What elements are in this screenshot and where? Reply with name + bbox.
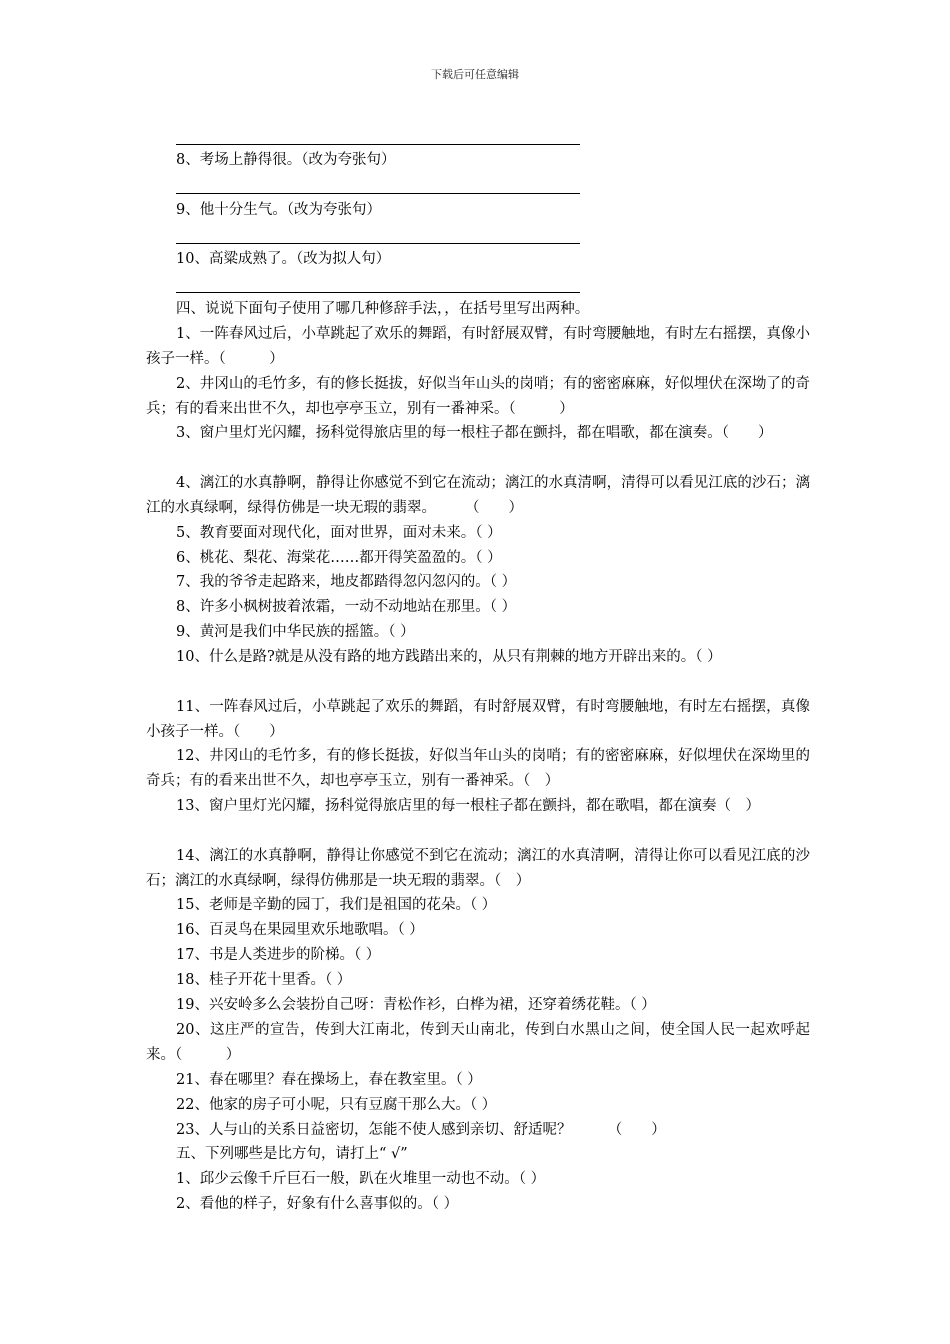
question-line: 7、我的爷爷走起路来，地皮都踏得忽闪忽闪的。（ ）: [176, 574, 517, 590]
question-paragraph: 1、一阵春风过后，小草跳起了欢乐的舞蹈，有时舒展双臂，有时弯腰触地，有时左右摇摆，真像小孩子一样。（ ）: [146, 326, 810, 367]
question-line: 8、许多小枫树披着浓霜，一动不动地站在那里。（ ）: [176, 599, 517, 615]
question-line: 五、下列哪些是比方句，请打上“ √”: [176, 1146, 408, 1162]
question-line: 8、考场上静得很。（改为夸张句）: [176, 152, 396, 168]
question-paragraph: 11、一阵春风过后，小草跳起了欢乐的舞蹈，有时舒展双臂，有时弯腰触地，有时左右摇摆，真像小孩子一样。（ ）: [146, 699, 810, 740]
answer-line: [176, 243, 580, 244]
question-paragraph: 12、井冈山的毛竹多，有的修长挺拔，好似当年山头的岗哨；有的密密麻麻，好似埋伏在深坳里的奇兵；有的看来出世不久，却也亭亭玉立，别有一番神采。（ ）: [146, 748, 810, 789]
question-line: 22、他家的房子可小呢，只有豆腐干那么大。（ ）: [176, 1097, 497, 1113]
question-line: 18、桂子开花十里香。（ ）: [176, 972, 352, 988]
question-line: 21、春在哪里？春在操场上，春在教室里。（ ）: [176, 1072, 482, 1088]
question-paragraph: 13、窗户里灯光闪耀，扬科觉得旅店里的每一根柱子都在颤抖，都在歌唱，都在演奏（ ）: [176, 798, 760, 814]
question-line: 19、兴安岭多么会装扮自己呀：青松作衫，白桦为裙，还穿着绣花鞋。（ ）: [176, 997, 656, 1013]
question-line: 6、桃花、梨花、海棠花……都开得笑盈盈的。（ ）: [176, 550, 502, 566]
question-paragraph: 4、漓江的水真静啊，静得让你感觉不到它在流动；漓江的水真清啊，清得可以看见江底的沙石；漓江的水真绿啊，绿得仿佛是一块无瑕的翡翠。 （ ）: [146, 475, 810, 516]
question-line: 15、老师是辛勤的园丁，我们是祖国的花朵。（ ）: [176, 897, 497, 913]
question-line: 17、书是人类进步的阶梯。（ ）: [176, 947, 381, 963]
question-line: 9、他十分生气。（改为夸张句）: [176, 202, 381, 218]
question-paragraph: 2、井冈山的毛竹多，有的修长挺拔，好似当年山头的岗哨；有的密密麻麻，好似埋伏在深坳了的奇兵；有的看来出世不久，却也亭亭玉立，别有一番神采。（ ）: [146, 376, 810, 417]
question-line: 10、高粱成熟了。（改为拟人句）: [176, 251, 391, 267]
answer-line: [176, 292, 580, 293]
question-paragraph: 10、什么是路?就是从没有路的地方践踏出来的，从只有荆棘的地方开辟出来的。（ ）: [176, 649, 722, 665]
page-header: 下载后可任意编辑: [431, 68, 519, 81]
question-paragraph: 3、窗户里灯光闪耀，扬科觉得旅店里的每一根柱子都在颤抖，都在唱歌，都在演奏。（ ）: [176, 425, 773, 441]
question-line: 2、看他的样子，好象有什么喜事似的。（ ）: [176, 1196, 459, 1212]
question-line: 四、说说下面句子使用了哪几种修辞手法，，在括号里写出两种。: [176, 301, 590, 317]
question-line: 9、黄河是我们中华民族的摇篮。（ ）: [176, 624, 415, 640]
question-line: 16、百灵鸟在果园里欢乐地歌唱。（ ）: [176, 922, 424, 938]
question-line: 1、邱少云像千斤巨石一般，趴在火堆里一动也不动。（ ）: [176, 1171, 546, 1187]
answer-line: [176, 193, 580, 194]
question-line: 23、人与山的关系日益密切，怎能不使人感到亲切、舒适呢？ （ ）: [176, 1122, 666, 1138]
answer-line: [176, 144, 580, 145]
question-paragraph: 20、这庄严的宣告，传到大江南北，传到天山南北，传到白水黑山之间，使全国人民一起欢呼起来。（ ）: [146, 1022, 810, 1063]
question-line: 5、教育要面对现代化，面对世界，面对未来。（ ）: [176, 525, 502, 541]
question-paragraph: 14、漓江的水真静啊，静得让你感觉不到它在流动；漓江的水真清啊，清得让你可以看见江底的沙石；漓江的水真绿啊，绿得仿佛那是一块无瑕的翡翠。（ ）: [146, 848, 810, 889]
